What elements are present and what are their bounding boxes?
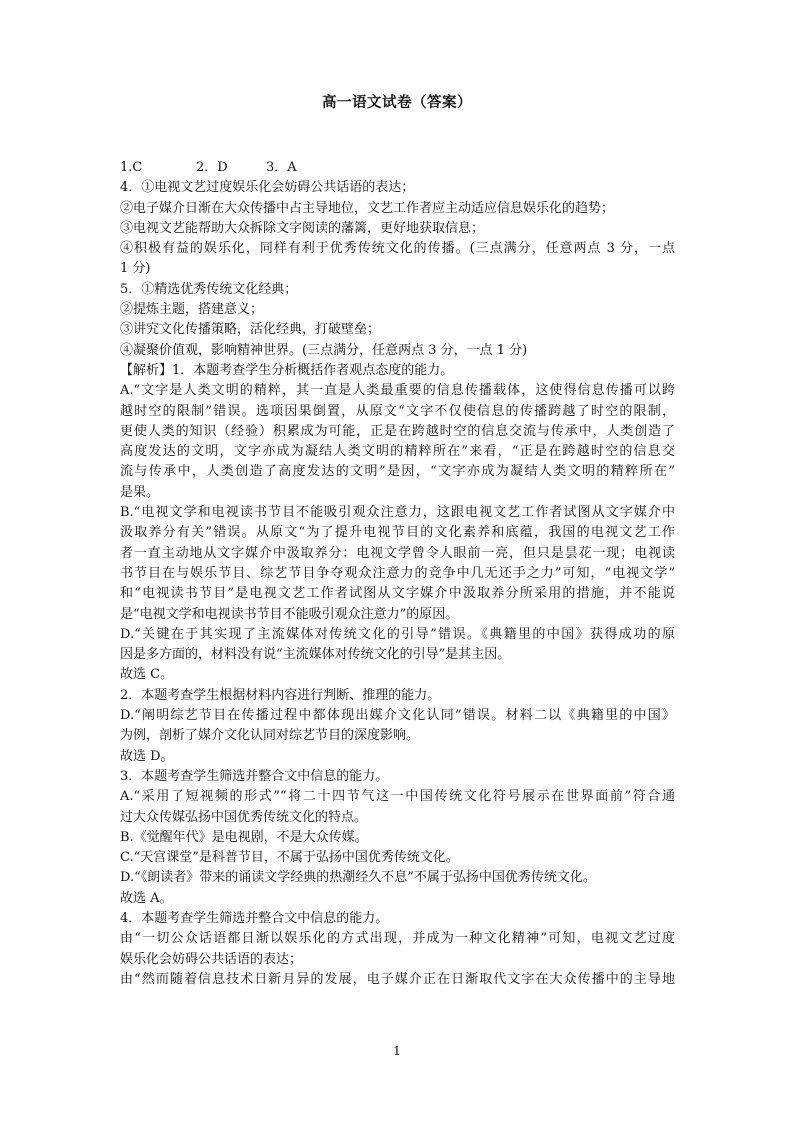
text-line: 5．①精选优秀传统文化经典； <box>120 281 298 297</box>
text-line: 由“然而随着信息技术日新月异的发展，电子媒介正在日渐取代文字在大众传播中的主导地 <box>120 971 675 987</box>
text-line: 1 分) <box>120 261 151 277</box>
text-line: ②提炼主题，搭建意义； <box>120 302 264 318</box>
text-line: ③电视文艺能帮助大众拆除文字阅读的藩篱，更好地获取信息； <box>120 220 485 236</box>
text-line: ③讲究文化传播策略，活化经典，打破壁垒； <box>120 322 381 338</box>
text-line: D.“《朗读者》带来的诵读文学经典的热潮经久不息”不属于弘扬中国优秀传统文化。 <box>120 870 596 886</box>
text-line: 4．本题考查学生筛选并整合文中信息的能力。 <box>120 910 389 926</box>
text-line: 越时空的限制”错误。选项因果倒置，从原文“文字不仅使信息的传播跨越了时空的限制， <box>120 403 675 419</box>
text-line: 书节目在与娱乐节目、综艺节目争夺观众注意力的竞争中几无还手之力”可知，“电视文学” <box>120 565 675 581</box>
text-line: 者一直主动地从文字媒介中汲取养分：电视文学曾令人眼前一亮，但只是昙花一现；电视读 <box>120 545 675 561</box>
answer-body <box>120 158 675 990</box>
text-line: 4．①电视文艺过度娱乐化会妨碍公共话语的表达； <box>120 180 415 196</box>
text-line: 【解析】1．本题考查学生分析概括作者观点态度的能力。 <box>120 362 454 378</box>
text-line: 是果。 <box>120 484 160 500</box>
text-line: 由“一切公众话语都日渐以娱乐化的方式出现，并成为一种文化精神”可知，电视文艺过度 <box>120 931 675 947</box>
text-line: ④凝聚价值观，影响精神世界。(三点满分，任意两点 3 分，一点 1 分) <box>120 342 528 358</box>
text-line: 流与传承中，人类创造了高度发达的文明”是因，“文字亦成为凝结人类文明的精粹所在” <box>120 464 675 480</box>
text-line: 汲取养分有关”错误。从原文“为了提升电视节目的文化素养和底蕴，我国的电视文艺工作 <box>120 525 675 541</box>
text-line: ④积极有益的娱乐化，同样有利于优秀传统文化的传播。(三点满分，任意两点 3 分，一点 <box>120 241 675 257</box>
answer-1: 1.C <box>120 160 143 175</box>
answer-3: 3．A <box>266 160 297 175</box>
text-line: B.《觉醒年代》是电视剧，不是大众传媒。 <box>120 829 368 845</box>
answer-2: 2．D <box>196 160 228 175</box>
page-title: 高一语文试卷（答案） <box>322 95 472 111</box>
text-line: 更使人类的知识（经验）积累成为可能，正是在跨越时空的信息交流与传承中，人类创造了 <box>120 423 675 439</box>
text-line: 故选 C。 <box>120 667 174 683</box>
text-line: 和“电视读书节目”是电视文艺工作者试图从文字媒介中汲取养分所采用的措施，并不能说 <box>120 586 675 602</box>
text-line: 3．本题考查学生筛选并整合文中信息的能力。 <box>120 768 389 784</box>
text-line: 2．本题考查学生根据材料内容进行判断、推理的能力。 <box>120 687 441 703</box>
text-line: A.“采用了短视频的形式”“将二十四节气这一中国传统文化符号展示在世界面前”符合通 <box>120 789 675 805</box>
text-line: D.“阐明综艺节目在传播过程中都体现出媒介文化认同”错误。材料二以《典籍里的中国》 <box>120 708 675 724</box>
page-number: 1 <box>393 1044 401 1058</box>
text-line: 娱乐化会妨碍公共话语的表达； <box>120 951 303 967</box>
text-line: ②电子媒介日渐在大众传播中占主导地位，文艺工作者应主动适应信息娱乐化的趋势； <box>120 200 615 216</box>
multiple-choice-answers <box>120 158 675 178</box>
text-line: A.“文字是人类文明的精粹，其一直是人类最重要的信息传播载体，这使得信息传播可以跨 <box>120 383 675 399</box>
text-line: 过大众传媒弘扬中国优秀传统文化的特点。 <box>120 809 368 825</box>
text-line: 故选 D。 <box>120 748 174 764</box>
text-line: 为例，剖析了媒介文化认同对综艺节目的深度影响。 <box>120 728 420 744</box>
text-line: C.“天宫课堂”是科普节目，不属于弘扬中国优秀传统文化。 <box>120 850 459 866</box>
text-line: D.“关键在于其实现了主流媒体对传统文化的引导”错误。《典籍里的中国》获得成功的原 <box>120 626 675 642</box>
text-line: 因是多方面的，材料没有说“主流媒体对传统文化的引导”是其主因。 <box>120 647 511 663</box>
text-line: 故选 A。 <box>120 890 173 906</box>
text-line: 是“电视文学和电视读书节目不能吸引观众注意力”的原因。 <box>120 606 459 622</box>
text-line: B.“电视文学和电视读书节目不能吸引观众注意力，这跟电视文艺工作者试图从文字媒介中 <box>120 505 675 521</box>
text-line: 高度发达的文明，文字亦成为凝结人类文明的精粹所在”来看，“正是在跨越时空的信息交 <box>120 444 675 460</box>
